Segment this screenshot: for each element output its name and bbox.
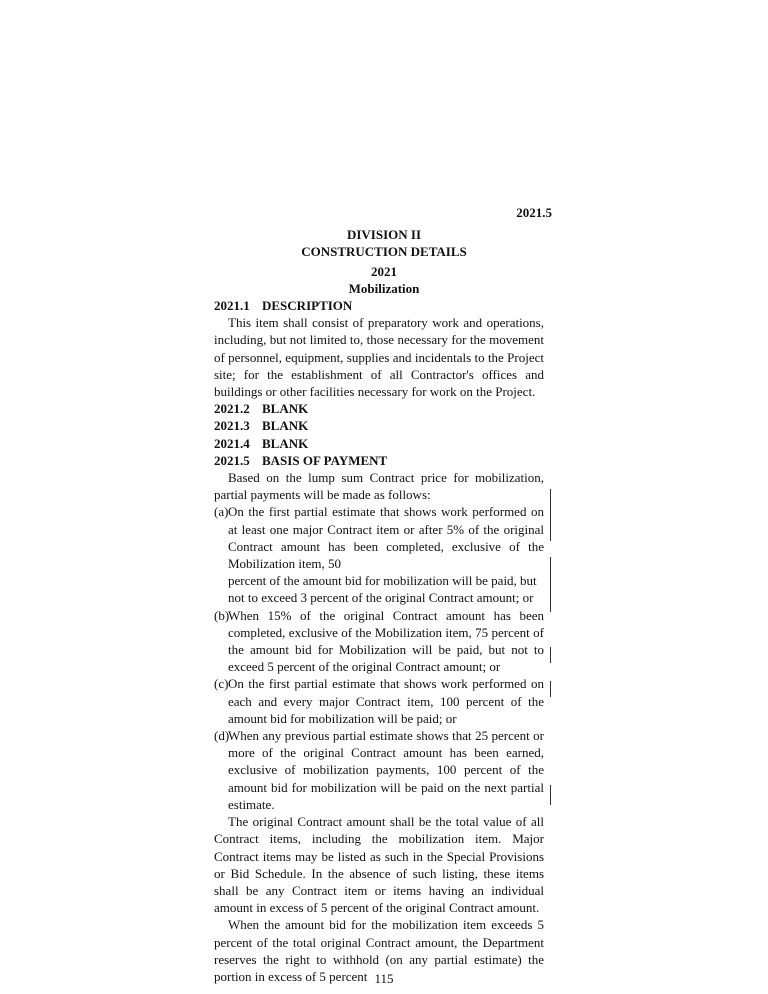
- withhold-paragraph: When the amount bid for the mobilization item exceeds 5 percent of the total original Contract amount, the Department reserves the right to withhold (on any partial estimate) the portion in excess of 5 percent: [214, 917, 544, 984]
- list-item: [214, 727, 544, 813]
- payment-intro: Based on the lump sum Contract price for mobilization, partial payments will be made as follows:: [214, 470, 544, 503]
- change-bar: [550, 647, 551, 663]
- division-title: [214, 226, 554, 260]
- change-bar: [550, 681, 551, 697]
- item-label: (b): [214, 607, 230, 623]
- list-item-continuation: percent of the amount bid for mobilization will be paid, but not to exceed 3 percent of the original Contract amount; or: [228, 573, 537, 606]
- subsection-title: BLANK: [262, 435, 309, 451]
- division-subtitle: CONSTRUCTION DETAILS: [301, 244, 467, 259]
- subsection-heading: [214, 435, 544, 452]
- change-bar: [550, 489, 551, 541]
- section-number: 2021: [371, 264, 397, 279]
- subsection-title: BASIS OF PAYMENT: [262, 452, 388, 468]
- subsection-heading: [214, 297, 544, 314]
- item-text: When any previous partial estimate shows that 25 percent or more of the original Contract amount has been earned, exclusive of mobilization payments, 100 percent of the amount bid for mobilization will be paid on the next partial estimate.: [228, 728, 544, 812]
- item-text: When 15% of the original Contract amount has been completed, exclusive of the Mobilization item, 75 percent of the amount bid for Mobilization will be paid, but not to exceed 5 percent of the original Contract amount; or: [228, 607, 544, 675]
- subsection-heading: [214, 452, 544, 469]
- division-line: DIVISION II: [346, 227, 422, 242]
- item-text: On the first partial estimate that shows work performed on each and every major Contract item, 100 percent of the amount bid for mobilization will be paid; or: [228, 676, 544, 726]
- page-number: 115: [374, 971, 394, 986]
- subsection-number: 2021.1: [214, 298, 250, 313]
- subsection-title: BLANK: [262, 401, 309, 417]
- subsection-number: 2021.2: [214, 401, 250, 417]
- change-bar: [550, 785, 551, 805]
- section-name: Mobilization: [348, 281, 420, 296]
- description-paragraph: This item shall consist of preparatory work and operations, including, but not limited to, those necessary for the movement of personnel, equipment, supplies and incidentals to the Project site; for the establishment of all Contractor's offices and buildings or other facilities necessary for work on the Project.: [214, 315, 544, 400]
- subsection-number: 2021.4: [214, 435, 250, 451]
- item-label: (c): [214, 676, 229, 692]
- subsection-title: DESCRIPTION: [262, 298, 353, 313]
- subsection-heading: [214, 400, 544, 417]
- list-item: [214, 675, 544, 727]
- list-item: [214, 503, 544, 572]
- running-head: 2021.5: [516, 205, 552, 220]
- item-text: On the first partial estimate that shows work performed on at least one major Contract item or after 5% of the original Contract amount has been completed, exclusive of the Mobilization item, 50: [228, 504, 544, 572]
- change-bar: [550, 557, 551, 612]
- item-label: (a): [214, 504, 229, 520]
- original-amount-paragraph: The original Contract amount shall be the total value of all Contract items, including the mobilization item. Major Contract items may be listed as such in the Special Provisions or Bid Schedule. In the absence of such listing, these items shall be any Contract item or items having an individual amount in excess of 5 percent of the original Contract amount.: [214, 814, 544, 916]
- subsection-title: BLANK: [262, 418, 309, 434]
- section-title: [214, 263, 554, 297]
- subsection-heading: [214, 417, 544, 434]
- subsection-number: 2021.5: [214, 452, 250, 468]
- subsection-number: 2021.3: [214, 418, 250, 434]
- item-label: (d): [214, 728, 230, 744]
- list-item: [214, 607, 544, 676]
- section-body: [214, 297, 544, 985]
